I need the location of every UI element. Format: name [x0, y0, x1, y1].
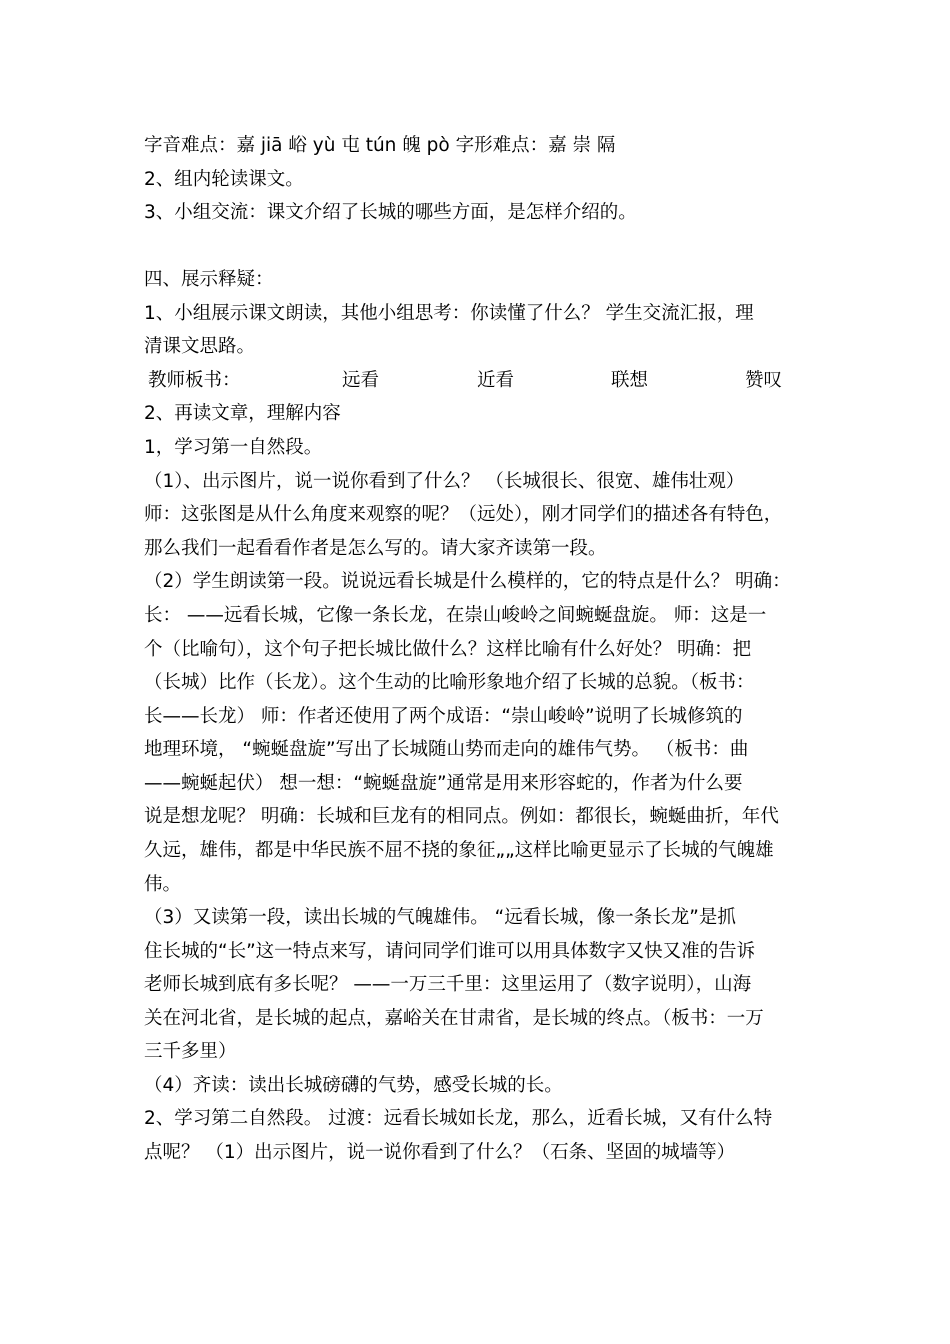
- board-item-imagine: 联想: [611, 370, 649, 391]
- pronunciation-difficulty-line: 字音难点：嘉 jiā 峪 yù 屯 tún 魄 pò 字形难点：嘉 崇 隔: [144, 135, 616, 156]
- step-3-line: 3、小组交流：课文介绍了长城的哪些方面，是怎样介绍的。: [144, 202, 637, 223]
- paragraph-line: 关在河北省，是长城的起点，嘉峪关在甘肃省，是长城的终点。（板书：一万: [144, 1008, 764, 1029]
- paragraph-line: 住长城的“长”这一特点来写，请问同学们谁可以用具体数字又快又准的告诉: [144, 941, 756, 962]
- paragraph-line: 1、小组展示课文朗读，其他小组思考：你读懂了什么？ 学生交流汇报，理: [144, 303, 754, 324]
- paragraph-line: ——蜿蜒起伏） 想一想：“蜿蜒盘旋”通常是用来形容蛇的，作者为什么要: [144, 773, 743, 794]
- paragraph-line: 说是想龙呢？ 明确：长城和巨龙有的相同点。例如：都很长，蜿蜒曲折，年代: [144, 806, 779, 827]
- paragraph-line: 久远，雄伟，都是中华民族不屈不挠的象征„„这样比喻更显示了长城的气魄雄: [144, 840, 774, 861]
- paragraph-line: 三千多里）: [144, 1041, 237, 1062]
- paragraph-line: （3）又读第一段，读出长城的气魄雄伟。 “远看长城，像一条长龙”是抓: [144, 907, 736, 928]
- paragraph-line: 长——长龙） 师：作者还使用了两个成语：“崇山峻岭”说明了长城修筑的: [144, 706, 743, 727]
- paragraph-line: 老师长城到底有多长呢？ ——一万三千里：这里运用了（数字说明），山海: [144, 974, 752, 995]
- paragraph-line: （2）学生朗读第一段。说说远看长城是什么模样的，它的特点是什么？ 明确：: [144, 571, 791, 592]
- paragraph-line: （1）、出示图片，说一说你看到了什么？ （长城很长、很宽、雄伟壮观）: [144, 471, 745, 492]
- step-2-line: 2、组内轮读课文。: [144, 169, 304, 190]
- board-item-far: 远看: [342, 370, 380, 391]
- paragraph-line: （长城）比作（长龙）。这个生动的比喻形象地介绍了长城的总貌。（板书：: [144, 672, 755, 693]
- paragraph-line: 长： ——远看长城，它像一条长龙，在崇山峻岭之间蜿蜒盘旋。 师：这是一: [144, 605, 767, 626]
- section-heading: 四、展示释疑：: [144, 269, 274, 290]
- paragraph-line: 2、再读文章，理解内容: [144, 403, 341, 424]
- paragraph-line: 清课文思路。: [144, 336, 256, 357]
- paragraph-line: 地理环境， “蜿蜒盘旋”写出了长城随山势而走向的雄伟气势。 （板书：曲: [144, 739, 749, 760]
- paragraph-line: 师：这张图是从什么角度来观察的呢？（远处），刚才同学们的描述各有特色，: [144, 504, 783, 525]
- paragraph-line: 1，学习第一自然段。: [144, 437, 323, 458]
- board-label: 教师板书：: [148, 370, 241, 391]
- board-item-praise: 赞叹: [745, 370, 783, 391]
- paragraph-line: 点呢？ （1）出示图片，说一说你看到了什么？（石条、坚固的城墙等）: [144, 1142, 736, 1163]
- paragraph-line: 2、学习第二自然段。 过渡：远看长城如长龙，那么，近看长城，又有什么特: [144, 1108, 773, 1129]
- paragraph-line: 伟。: [144, 874, 182, 895]
- board-item-near: 近看: [477, 370, 515, 391]
- paragraph-line: 那么我们一起看看作者是怎么写的。请大家齐读第一段。: [144, 538, 607, 559]
- paragraph-line: 个（比喻句），这个句子把长城比做什么？这样比喻有什么好处？ 明确：把: [144, 639, 752, 660]
- paragraph-line: （4）齐读：读出长城磅礴的气势，感受长城的长。: [144, 1075, 563, 1096]
